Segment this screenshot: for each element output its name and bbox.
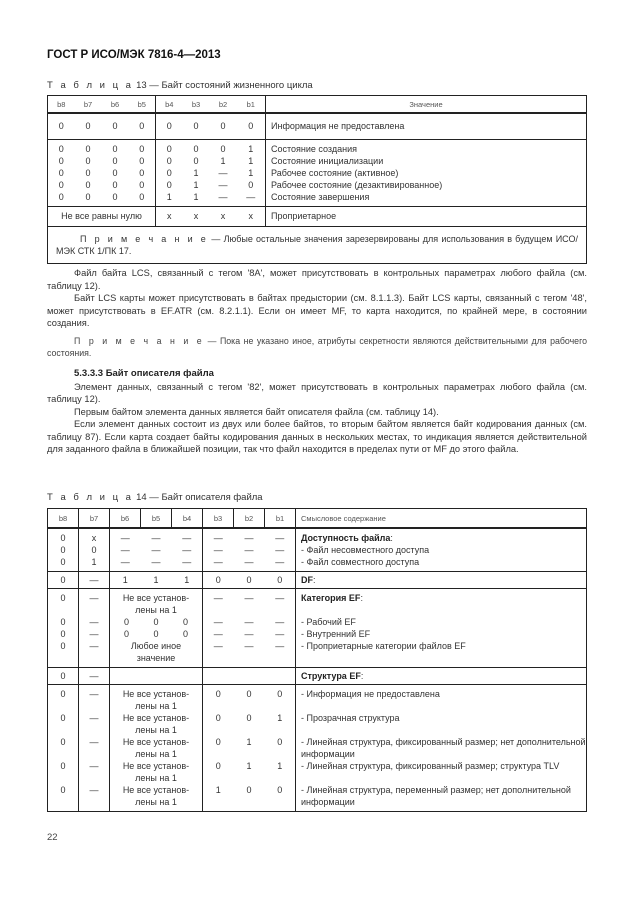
col-semantic: Категория EF: - Рабочий EF - Внутренний EF - Проприетарные категории файлов EF bbox=[296, 589, 587, 668]
col-b7 bbox=[79, 685, 110, 812]
section-5-3-3-3 bbox=[47, 368, 587, 456]
bit-cell: 0 bbox=[112, 121, 118, 132]
bit-cell: 0 bbox=[193, 121, 199, 132]
structure-description: - Информация не предоставлена bbox=[301, 689, 440, 699]
not-all-set-cell: Не все установ- лены на 1 bbox=[122, 737, 190, 759]
col-b1: 1 1 1 0 — bbox=[237, 139, 266, 206]
bit-cell: — bbox=[79, 668, 110, 685]
bit-cell: — bbox=[89, 713, 99, 723]
bit-cell: 0 bbox=[215, 737, 221, 747]
bit-cell: x bbox=[237, 206, 266, 226]
col-b1: — — — — bbox=[265, 589, 296, 668]
empty-cell bbox=[110, 668, 203, 685]
header-b4: b4 bbox=[156, 96, 183, 114]
bit-cell: x bbox=[167, 211, 172, 221]
bit-cell: 1 bbox=[141, 572, 172, 589]
meaning-cell: Информация не предоставлена bbox=[271, 121, 405, 132]
bit-cell: 0 bbox=[246, 785, 252, 795]
table-13-lifecycle bbox=[47, 95, 587, 264]
header-b2: b2 bbox=[234, 509, 265, 529]
bit-cell: 0 bbox=[60, 689, 66, 699]
col-b3: — — — bbox=[203, 528, 234, 572]
bit-cell: 0 bbox=[166, 121, 172, 132]
header-b4: b4 bbox=[172, 509, 203, 529]
not-all-set-cell: Не все установ- лены на 1 bbox=[122, 713, 190, 735]
bit-cell: 0 bbox=[85, 121, 91, 132]
table-header-row bbox=[48, 509, 587, 529]
col-b8 bbox=[48, 685, 79, 812]
bit-cell: 0 bbox=[203, 572, 234, 589]
bit-cell: 0 bbox=[277, 689, 283, 699]
header-b8: b8 bbox=[48, 96, 75, 114]
not-all-set-cell: Не все установ- лены на 1 bbox=[122, 689, 190, 711]
table14-caption bbox=[47, 492, 263, 503]
col-b3 bbox=[203, 685, 234, 812]
bit-cell: 0 bbox=[215, 689, 221, 699]
paragraph: Байт LCS карты может присутствовать в байтах предыстории (см. 8.1.1.3). Байт LCS карты, связанный с тегом '48', может присутствовать в EF.ATR (см. 8.2.1.1). Если он имеет MF, то карта находится, по крайней мере, в состоянии создания. bbox=[47, 293, 587, 328]
bit-cell: 0 bbox=[265, 572, 296, 589]
section-heading: 5.3.3.3 Байт описателя файла bbox=[74, 368, 214, 379]
header-b7: b7 bbox=[79, 509, 110, 529]
col-meaning: Состояние создания Состояние инициализации Рабочее состояние (активное) Рабочее состояние (дезактивированное) Состояние завершения bbox=[271, 143, 443, 202]
bit-cell: — bbox=[89, 689, 99, 699]
bit-cell: 0 bbox=[246, 713, 252, 723]
not-all-set-cell: Не все установ- лены на 1 bbox=[122, 761, 190, 783]
structure-description: - Линейная структура, переменный размер; нет дополнительной информации bbox=[301, 785, 571, 807]
col-semantic bbox=[296, 685, 587, 812]
structure-description: - Прозрачная структура bbox=[301, 713, 400, 723]
header-meaning: Значение bbox=[266, 96, 587, 114]
not-all-set-cell: Не все установ- лены на 1 bbox=[122, 785, 190, 807]
col-b4: 0 0 0 0 1 bbox=[166, 143, 172, 202]
empty-cell bbox=[203, 668, 296, 685]
note-label: П р и м е ч а н и е bbox=[74, 335, 205, 346]
bit-cell: 1 bbox=[110, 572, 141, 589]
bit-cell: — bbox=[89, 785, 99, 795]
paragraph: Файл байта LCS, связанный с тегом '8A', может присутствовать в контрольных параметрах любого файла (см. таблицу 12). bbox=[47, 268, 587, 291]
header-b6: b6 bbox=[102, 96, 129, 114]
ef-category-group bbox=[48, 589, 587, 668]
table-header-row bbox=[48, 96, 587, 114]
bit-cell: 0 bbox=[58, 121, 64, 132]
col-b6-b4: Не все установ- лены на 1 0 0 0 0 0 0 Любое иное значение bbox=[110, 589, 203, 668]
not-all-zero-cell: Не все равны нулю bbox=[48, 206, 156, 226]
meaning-cell: Проприетарное bbox=[271, 211, 337, 221]
header-b1: b1 bbox=[237, 96, 266, 114]
col-b7: 0 0 0 0 0 bbox=[85, 143, 91, 202]
note-text: — Любые остальные значения зарезервированы для использования в будущем ИСО/МЭК СТК 1/ПК 17. bbox=[56, 233, 578, 256]
note-paragraph bbox=[47, 335, 587, 360]
bit-cell: 0 bbox=[48, 572, 79, 589]
col-b6: 0 0 0 0 0 bbox=[112, 143, 118, 202]
bit-cell: 1 bbox=[246, 737, 252, 747]
header-semantic: Смысловое содержание bbox=[296, 509, 587, 529]
header-b1: b1 bbox=[265, 509, 296, 529]
col-b1 bbox=[265, 685, 296, 812]
bit-cell: 0 bbox=[246, 689, 252, 699]
header-b2: b2 bbox=[210, 96, 237, 114]
paragraph: Если элемент данных состоит из двух или более байтов, то вторым байтом является байт кодирования данных (см. таблицу 87). Если карта создает байты кодирования данных в нескольких местах, то индикация является действительной для заданного файла в ближайшей позиции, так что файл находится в пределах пути от MF до этого файла. bbox=[47, 419, 587, 454]
header-b6: b6 bbox=[110, 509, 141, 529]
bit-cell: 0 bbox=[215, 761, 221, 771]
caption-title: 14 — Байт описателя файла bbox=[133, 492, 263, 503]
structure-label: Структура EF: bbox=[296, 668, 587, 685]
bit-cell: — bbox=[89, 761, 99, 771]
df-row bbox=[48, 572, 587, 589]
bit-cell: — bbox=[79, 572, 110, 589]
bit-cell: 0 bbox=[60, 713, 66, 723]
col-b8: 0 0 0 0 0 bbox=[58, 143, 64, 202]
document-header: ГОСТ Р ИСО/МЭК 7816-4—2013 bbox=[47, 49, 221, 61]
body-paragraphs-1 bbox=[47, 267, 587, 360]
caption-label: Т а б л и ц а bbox=[47, 80, 134, 91]
bit-cell: 0 bbox=[60, 785, 66, 795]
col-b2: — — — — bbox=[234, 589, 265, 668]
bit-cell: x bbox=[220, 211, 226, 221]
col-b4: — — — bbox=[172, 528, 203, 572]
bit-cell: 0 bbox=[277, 737, 283, 747]
caption-label: Т а б л и ц а bbox=[47, 492, 134, 503]
col-b5: — — — bbox=[141, 528, 172, 572]
col-b2: 0 1 — — — bbox=[218, 143, 228, 202]
bit-cell: 1 bbox=[215, 785, 221, 795]
bit-cell: 0 bbox=[129, 113, 156, 139]
col-b1: — — — bbox=[265, 528, 296, 572]
bit-cell: 0 bbox=[60, 737, 66, 747]
bit-cell: 0 bbox=[215, 713, 221, 723]
col-b6: — — — bbox=[110, 528, 141, 572]
paragraph: Первым байтом элемента данных является байт описателя файла (см. таблицу 14). bbox=[74, 406, 439, 417]
bit-cell: 0 bbox=[277, 785, 283, 795]
col-b3: 0 0 1 1 1 bbox=[193, 143, 199, 202]
col-b2 bbox=[234, 685, 265, 812]
bit-cell: 0 bbox=[48, 668, 79, 685]
table-row-proprietary bbox=[48, 206, 587, 226]
header-b5: b5 bbox=[141, 509, 172, 529]
structure-description: - Линейная структура, фиксированный размер; нет дополнительной информации bbox=[301, 737, 586, 759]
table-row-group bbox=[48, 139, 587, 206]
bit-cell: 1 bbox=[172, 572, 203, 589]
note-label: П р и м е ч а н и е bbox=[80, 233, 209, 244]
bit-cell: x bbox=[193, 211, 199, 221]
col-b6-b4 bbox=[110, 685, 203, 812]
ef-structure-group bbox=[48, 685, 587, 812]
col-b2: — — — bbox=[234, 528, 265, 572]
header-b7: b7 bbox=[75, 96, 102, 114]
col-b7: x 0 1 bbox=[79, 528, 110, 572]
bit-cell: 1 bbox=[277, 713, 283, 723]
col-semantic: Доступность файла: - Файл несовместного доступа - Файл совместного доступа bbox=[296, 528, 587, 572]
structure-description: - Линейная структура, фиксированный размер; структура TLV bbox=[301, 761, 560, 771]
header-b3: b3 bbox=[203, 509, 234, 529]
col-b8: 0 0 0 bbox=[48, 528, 79, 572]
col-b8: 0 0 0 0 bbox=[48, 589, 79, 668]
col-b7: — — — — bbox=[79, 589, 110, 668]
table-note bbox=[48, 226, 587, 263]
ef-structure-header-row bbox=[48, 668, 587, 685]
bit-cell: 0 bbox=[220, 121, 226, 132]
table13-caption bbox=[47, 80, 313, 91]
table-row bbox=[48, 113, 587, 139]
file-access-group bbox=[48, 528, 587, 572]
bit-cell: 0 bbox=[234, 572, 265, 589]
bit-cell: 1 bbox=[277, 761, 283, 771]
table-14-file-descriptor bbox=[47, 508, 587, 812]
bit-cell: — bbox=[89, 737, 99, 747]
df-label: DF: bbox=[296, 572, 587, 589]
table-note-row bbox=[48, 226, 587, 263]
col-b3: — — — — bbox=[203, 589, 234, 668]
note-text: — Пока не указано иное, атрибуты секретности являются действительными для рабочего состояния. bbox=[47, 335, 587, 358]
bit-cell: 1 bbox=[246, 761, 252, 771]
col-b5: 0 0 0 0 0 bbox=[129, 139, 156, 206]
caption-title: 13 — Байт состояний жизненного цикла bbox=[133, 80, 313, 91]
page-number: 22 bbox=[47, 832, 58, 843]
bit-cell: 0 bbox=[60, 761, 66, 771]
header-b5: b5 bbox=[129, 96, 156, 114]
paragraph: Элемент данных, связанный с тегом '82', может присутствовать в контрольных параметрах любого файла (см. таблицу 12). bbox=[47, 381, 587, 404]
bit-cell: 0 bbox=[237, 113, 266, 139]
header-b3: b3 bbox=[183, 96, 210, 114]
header-b8: b8 bbox=[48, 509, 79, 529]
